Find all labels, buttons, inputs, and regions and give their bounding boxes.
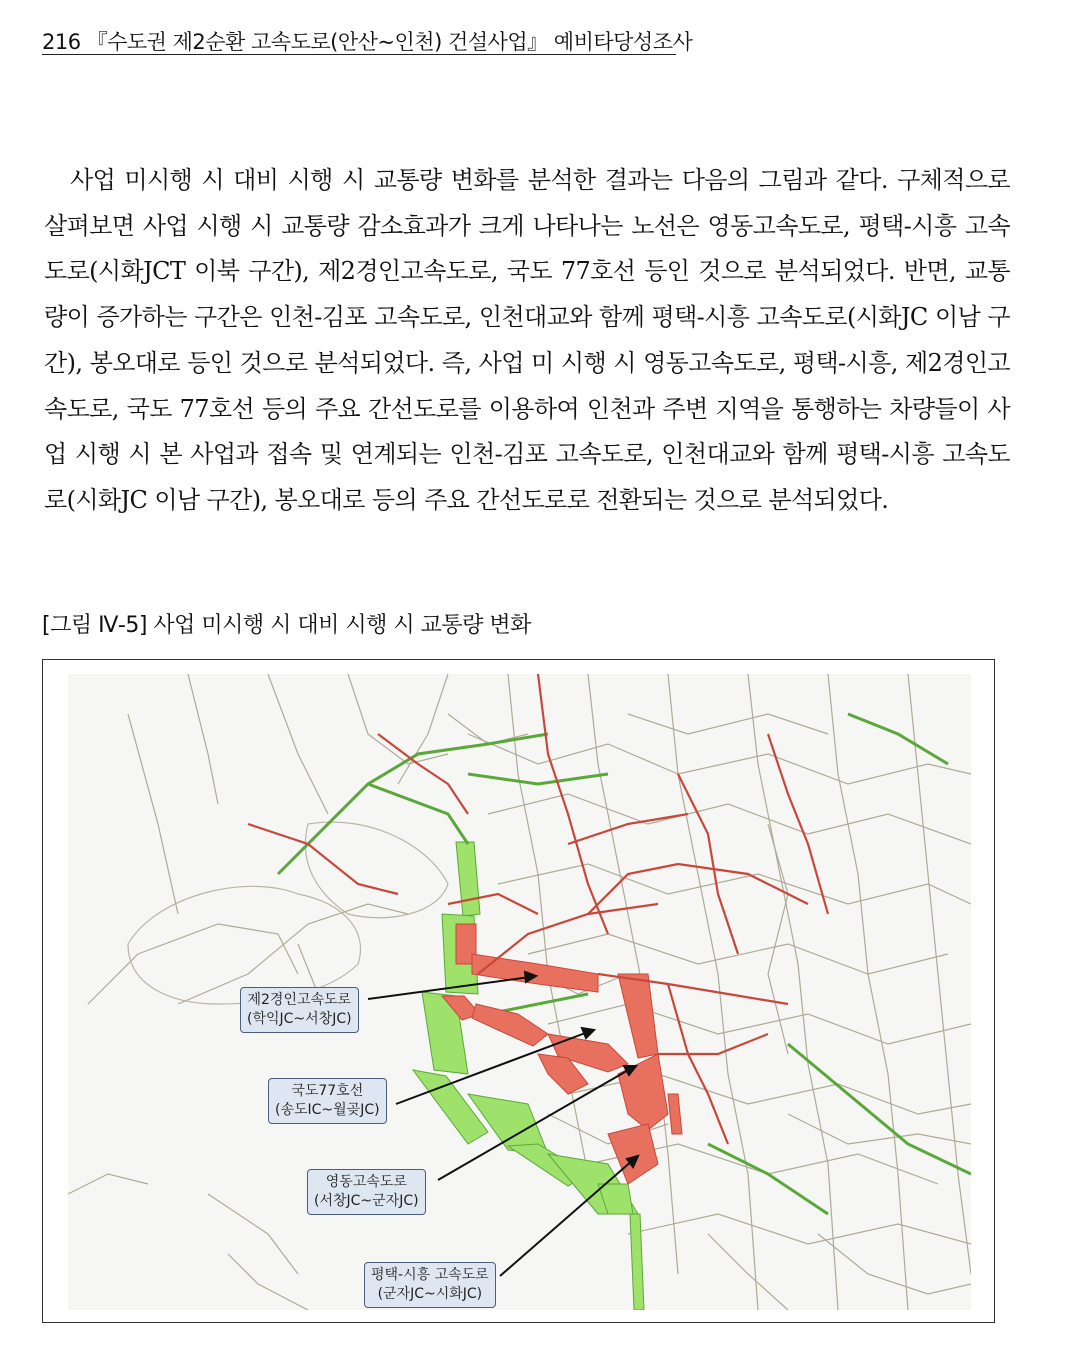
map-svg xyxy=(68,674,971,1310)
page-header xyxy=(42,26,692,56)
label-road-name: 영동고속도로 xyxy=(325,1174,407,1190)
label-section: (서창JC~군자JC) xyxy=(314,1193,419,1209)
label-section: (군자JC~시화JC) xyxy=(377,1286,483,1302)
map-label-national-route-77 xyxy=(268,1078,387,1124)
figure-frame xyxy=(42,659,995,1323)
map-label-yeongdong xyxy=(307,1169,426,1215)
figure-caption: [그림 Ⅳ-5] 사업 미시행 시 대비 시행 시 교통량 변화 xyxy=(42,613,531,638)
label-section: (송도IC~월곶JC) xyxy=(275,1102,380,1118)
map-label-pyeongtaek-siheung xyxy=(364,1262,496,1308)
body-paragraph: 사업 미시행 시 대비 시행 시 교통량 변화를 분석한 결과는 다음의 그림과 같다. 구체적으로 살펴보면 사업 시행 시 교통량 감소효과가 크게 나타나는 노선은 영동고속도로, 평택-시흥 고속도로(시화JCT 이북 구간), 제2경인고속도로, 국도 77호선 등인 것으로 분석되었다. 반면, 교통량이 증가하는 구간은 인천-김포 고속도로, 인천대교와 함께 평택-시흥 고속도로(시화JC 이남 구간), 봉오대로 등인 것으로 분석되었다. 즉, 사업 미 시행 시 영동고속도로, 평택-시흥, 제2경인고속도로, 국도 77호선 등의 주요 간선도로를 이용하여 인천과 주변 지역을 통행하는 차량들이 사업 시행 시 본 사업과 접속 및 연계되는 인천-김포 고속도로, 인천대교와 함께 평택-시흥 고속도로(시화JC 이남 구간), 봉오대로 등의 주요 간선도로로 전환되는 것으로 분석되었다. xyxy=(44,166,1010,514)
map-label-second-gyeongin xyxy=(240,987,359,1033)
page-number: 216 xyxy=(42,30,81,54)
traffic-change-map xyxy=(68,674,971,1310)
header-rule xyxy=(42,54,676,55)
report-title: 『수도권 제2순환 고속도로(안산~인천) 건설사업』 예비타당성조사 xyxy=(86,30,693,54)
label-road-name: 평택-시흥 고속도로 xyxy=(371,1267,489,1283)
label-road-name: 제2경인고속도로 xyxy=(247,992,352,1008)
label-section: (학익JC~서창JC) xyxy=(247,1011,352,1027)
label-road-name: 국도77호선 xyxy=(291,1083,364,1099)
